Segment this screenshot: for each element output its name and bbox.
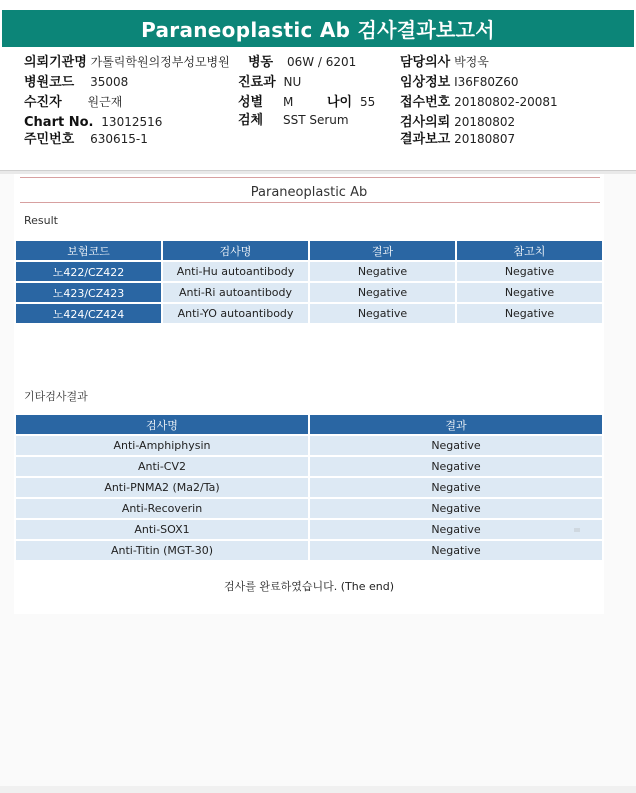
dept-field	[238, 74, 301, 91]
report-date-field	[400, 131, 515, 148]
result-value: Negative	[310, 499, 602, 518]
hospital-code-label: 병원코드	[24, 75, 75, 90]
header-test-name: 검사명	[163, 241, 308, 260]
reference-value: Negative	[457, 262, 602, 281]
age-value: 55	[359, 95, 376, 109]
header-result: 결과	[310, 241, 455, 260]
end-note: 검사를 완료하였습니다. (The end)	[223, 580, 394, 593]
document-title: Paraneoplastic Ab	[250, 185, 368, 200]
patient-field	[24, 94, 122, 111]
test-name: Anti-SOX1	[16, 520, 308, 539]
clinical-value: I36F80Z60	[454, 75, 519, 89]
doctor-value: 박정욱	[454, 55, 489, 69]
reference-value: Negative	[457, 283, 602, 302]
result-table-header	[16, 241, 602, 260]
insurance-code: 노424/CZ424	[16, 304, 161, 323]
request-label: 검사의뢰	[400, 115, 451, 130]
test-name: Anti-Amphiphysin	[16, 436, 308, 455]
receipt-value: 20180802-20081	[454, 95, 558, 109]
report-header	[0, 0, 636, 171]
result-value: Negative	[310, 262, 455, 281]
scan-artifact	[574, 528, 580, 532]
ward-value: 06W / 6201	[286, 55, 357, 69]
result-value: Negative	[310, 283, 455, 302]
clinical-field	[400, 74, 519, 91]
table-row	[16, 304, 602, 323]
age-field	[327, 94, 375, 111]
other-results-label: 기타검사결과	[24, 390, 88, 403]
result-value: Negative	[310, 478, 602, 497]
institution-value: 가톨릭학원의정부성모병원	[90, 55, 230, 69]
header-insurance-code: 보험코드	[16, 241, 161, 260]
receipt-field	[400, 94, 558, 111]
test-name: Anti-PNMA2 (Ma2/Ta)	[16, 478, 308, 497]
table-row	[16, 457, 602, 476]
ward-label: 병동	[248, 55, 274, 70]
test-name: Anti-CV2	[16, 457, 308, 476]
clinical-label: 임상정보	[400, 75, 451, 90]
doctor-label: 담당의사	[400, 55, 451, 70]
hospital-code-field	[24, 74, 128, 91]
patient-label: 수진자	[24, 95, 62, 110]
request-field	[400, 114, 515, 131]
reference-value: Negative	[457, 304, 602, 323]
ward-field	[248, 54, 356, 71]
result-section-label: Result	[24, 214, 58, 227]
scanned-document	[14, 174, 604, 614]
institution-field	[24, 54, 230, 71]
insurance-code: 노422/CZ422	[16, 262, 161, 281]
table-row	[16, 478, 602, 497]
header-reference: 참고치	[457, 241, 602, 260]
table-row	[16, 520, 602, 539]
top-divider	[20, 177, 600, 178]
report-date-value: 20180807	[454, 132, 516, 146]
test-name: Anti-Hu autoantibody	[163, 262, 308, 281]
sex-field	[238, 94, 293, 111]
specimen-value: SST Serum	[282, 113, 349, 127]
chart-label: Chart No.	[24, 115, 94, 130]
test-name: Anti-Titin (MGT-30)	[16, 541, 308, 560]
table-row	[16, 436, 602, 455]
other-table-header	[16, 415, 602, 434]
test-name: Anti-Recoverin	[16, 499, 308, 518]
specimen-label: 검체	[238, 113, 264, 128]
specimen-field	[238, 112, 349, 129]
insurance-code: 노423/CZ423	[16, 283, 161, 302]
sex-label: 성별	[238, 95, 264, 110]
id-field	[24, 131, 148, 148]
chart-field	[24, 114, 162, 131]
table-row	[16, 499, 602, 518]
result-table	[14, 239, 604, 325]
table-row	[16, 262, 602, 281]
dept-value: NU	[283, 75, 302, 89]
result-value: Negative	[310, 541, 602, 560]
request-value: 20180802	[454, 115, 516, 129]
table-row	[16, 283, 602, 302]
hospital-code-value: 35008	[90, 75, 129, 89]
patient-value: 원근재	[87, 95, 123, 109]
result-value: Negative	[310, 520, 602, 539]
test-name: Anti-Ri autoantibody	[163, 283, 308, 302]
report-title: Paraneoplastic Ab 검사결과보고서	[2, 10, 634, 47]
institution-label: 의뢰기관명	[24, 55, 87, 70]
header-result: 결과	[310, 415, 602, 434]
result-value: Negative	[310, 457, 602, 476]
id-value: 630615-1	[90, 132, 148, 146]
sex-value: M	[282, 95, 294, 109]
table-row	[16, 541, 602, 560]
dept-label: 진료과	[238, 75, 276, 90]
id-label: 주민번호	[24, 132, 75, 147]
receipt-label: 접수번호	[400, 95, 451, 110]
chart-value: 13012516	[101, 115, 163, 129]
test-name: Anti-YO autoantibody	[163, 304, 308, 323]
doctor-field	[400, 54, 489, 71]
header-test-name: 검사명	[16, 415, 308, 434]
page-footer	[0, 786, 636, 793]
result-value: Negative	[310, 304, 455, 323]
age-label: 나이	[327, 95, 353, 110]
result-value: Negative	[310, 436, 602, 455]
report-date-label: 결과보고	[400, 132, 451, 147]
title-divider	[20, 202, 600, 203]
other-results-table	[14, 413, 604, 562]
